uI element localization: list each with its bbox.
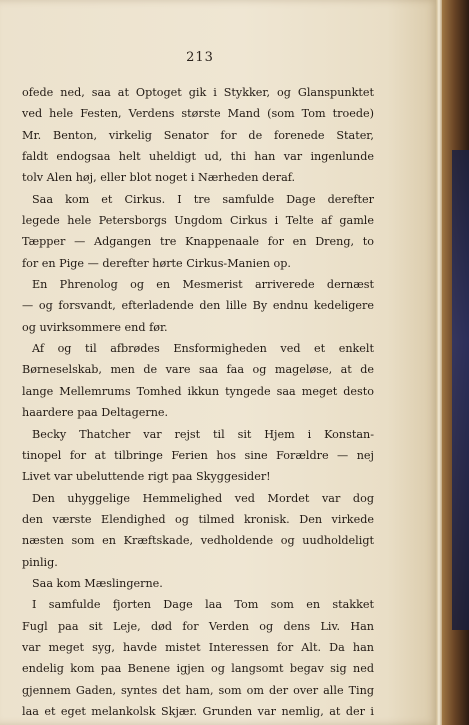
text-line: Fugl paa sit Leje, død for Verden og dens Liv. Han <box>22 619 374 633</box>
text-line: tinopel for at tilbringe Ferien hos sine Forældre — nej <box>22 448 374 462</box>
text-line: den værste Elendighed og tilmed kronisk. Den virkede <box>22 512 374 526</box>
text-line: lange Mellemrums Tomhed ikkun tyngede saa meget desto <box>22 384 374 398</box>
page-edge <box>436 0 442 725</box>
text-line: gjennem Gaden, syntes det ham, som om der over alle Ting <box>22 683 374 697</box>
text-line: ved hele Festen, Verdens største Mand (som Tom troede) <box>22 107 374 121</box>
text-line: pinlig. <box>22 555 58 569</box>
text-line: I samfulde fjorten Dage laa Tom som en stakket <box>32 598 374 612</box>
text-line: næsten som en Kræftskade, vedholdende og uudholdeligt <box>22 534 374 548</box>
text-line: Af og til afbrødes Ensformigheden ved et enkelt <box>32 342 374 356</box>
text-line: Livet var ubeluttende rigt paa Skyggesider! <box>22 470 271 484</box>
text-line: Becky Thatcher var rejst til sit Hjem i Konstan- <box>32 427 374 441</box>
page-text-block <box>22 82 374 722</box>
text-line: Mr. Benton, virkelig Senator for de forenede Stater, <box>22 128 374 142</box>
text-line: endelig kom paa Benene igjen og langsomt begav sig ned <box>22 662 374 676</box>
text-line: haardere paa Deltagerne. <box>22 406 169 420</box>
text-line: tolv Alen høj, eller blot noget i Nærheden deraf. <box>22 171 296 185</box>
text-line: legede hele Petersborgs Ungdom Cirkus i Telte af gamle <box>22 214 374 228</box>
text-line: Den uhyggelige Hemmelighed ved Mordet var dog <box>32 491 374 505</box>
text-line: Saa kom et Cirkus. I tre samfulde Dage derefter <box>32 192 374 206</box>
text-line: var meget syg, havde mistet Interessen for Alt. Da han <box>22 640 374 654</box>
text-line: Børneselskab, men de vare saa faa og mageløse, at de <box>22 363 374 377</box>
text-line: laa et eget melankolsk Skjær. Grunden var nemlig, at der i <box>22 704 374 718</box>
text-line: faldt endogsaa helt uheldigt ud, thi han var ingenlunde <box>22 150 374 164</box>
text-line: En Phrenolog og en Mesmerist arriverede dernæst <box>32 278 374 292</box>
book-cover-cloth <box>452 150 469 630</box>
text-line: for en Pige — derefter hørte Cirkus-Manien op. <box>22 256 291 270</box>
text-line: Saa kom Mæslingerne. <box>32 576 163 590</box>
text-line: og uvirksommere end før. <box>22 320 168 334</box>
text-line: ofede ned, saa at Optoget gik i Stykker, og Glanspunktet <box>22 86 374 99</box>
page-number: 213 <box>186 50 214 65</box>
text-line: Tæpper — Adgangen tre Knappenaale for en Dreng, to <box>22 235 374 249</box>
text-line: — og forsvandt, efterladende den lille By endnu kedeligere <box>22 299 374 313</box>
